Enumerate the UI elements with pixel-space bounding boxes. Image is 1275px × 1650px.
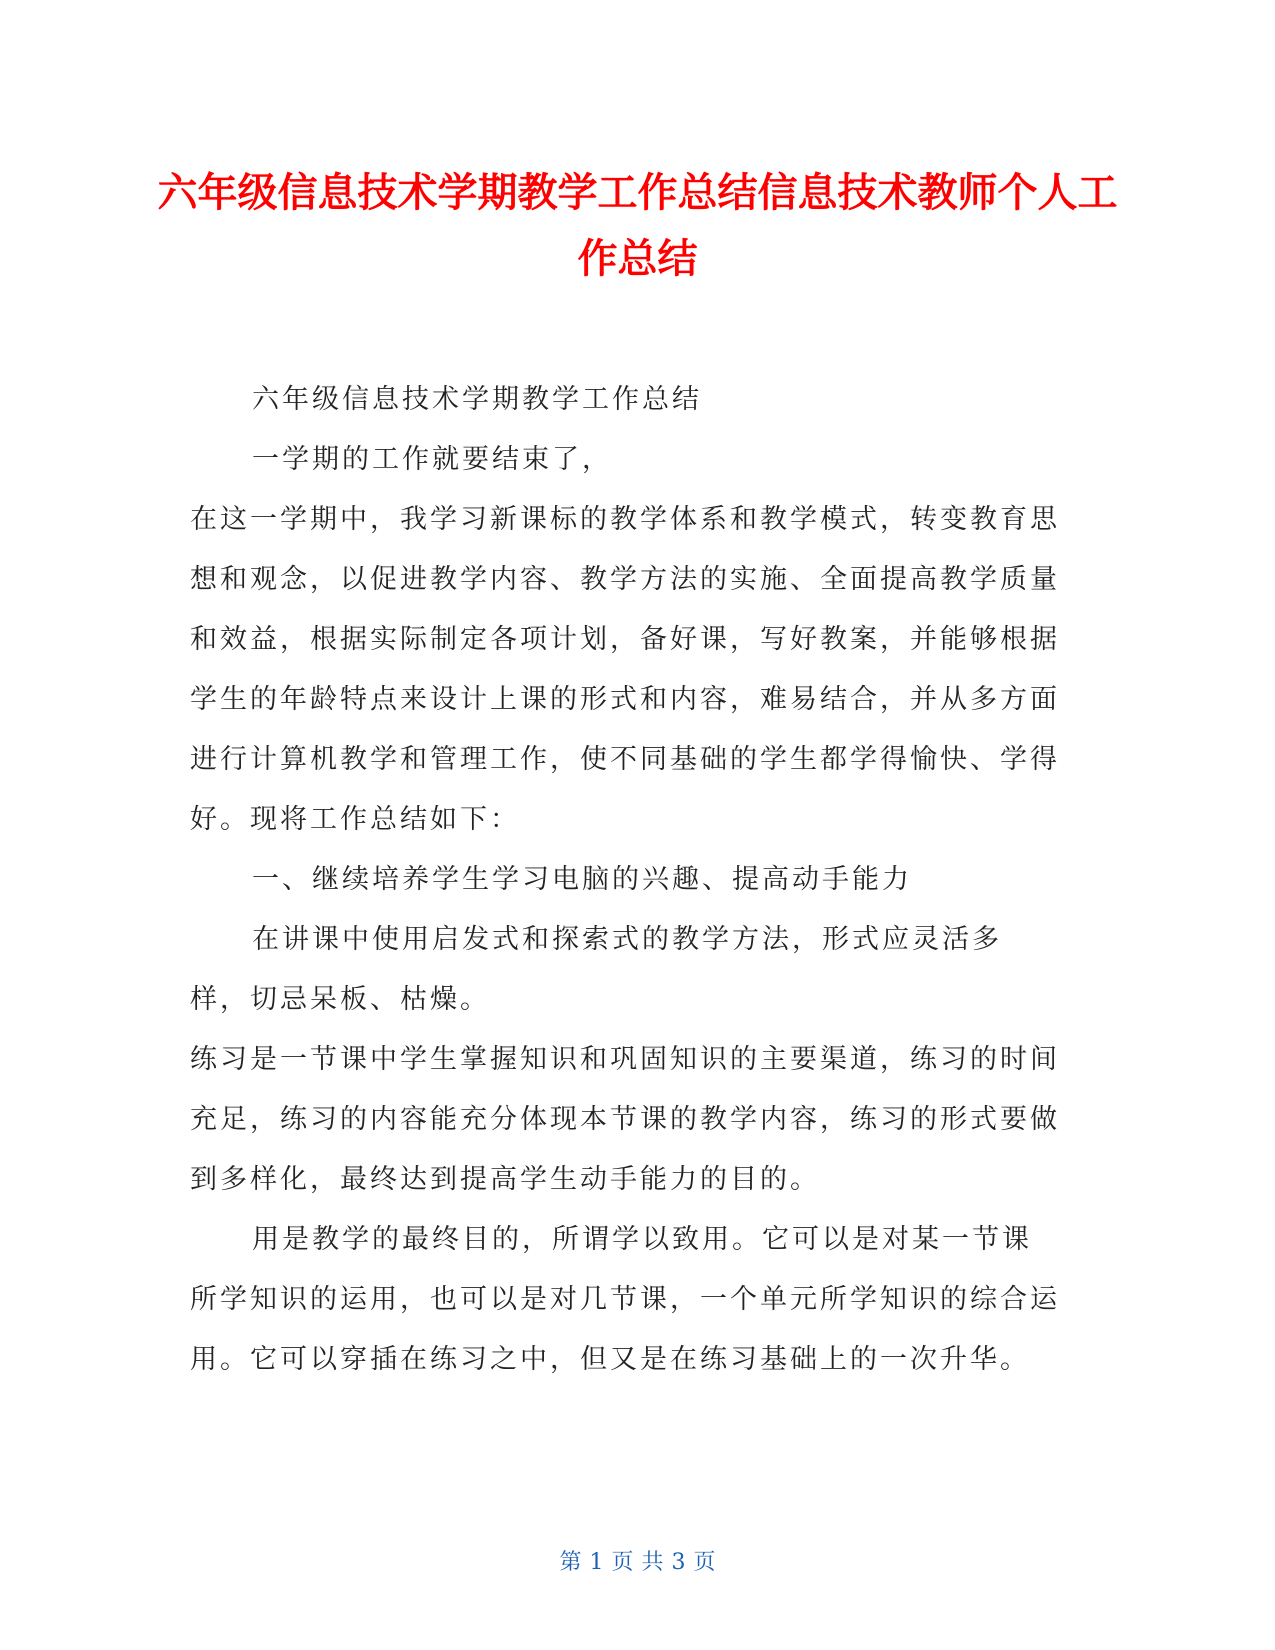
- document-body: [190, 370, 1060, 1390]
- footer-label-unit-end: 页: [693, 1550, 716, 1575]
- footer-label-unit: 页: [611, 1550, 634, 1575]
- paragraph: 在这一学期中，我学习新课标的教学体系和教学模式，转变教育思想和观念，以促进教学内容、教学方法的实施、全面提高教学质量和效益，根据实际制定各项计划，备好课，写好教案，并能够根据学生的年龄特点来设计上课的形式和内容，难易结合，并从多方面进行计算机教学和管理工作，使不同基础的学生都学得愉快、学得好。现将工作总结如下：: [190, 504, 1060, 835]
- section-heading: 一、继续培养学生学习电脑的兴趣、提高动手能力: [252, 864, 912, 895]
- paragraph-heading: 六年级信息技术学期教学工作总结: [252, 384, 702, 415]
- footer-current-page: 1: [589, 1550, 604, 1575]
- footer-label-page: 第: [559, 1550, 582, 1575]
- paragraph: 一学期的工作就要结束了，: [252, 444, 612, 475]
- footer-label-total: 共: [641, 1550, 664, 1575]
- footer-total-pages: 3: [671, 1550, 686, 1575]
- paragraph: 用是教学的最终目的，所谓学以致用。它可以是对某一节课所学知识的运用，也可以是对几节课，一个单元所学知识的综合运用。它可以穿插在练习之中，但又是在练习基础上的一次升华。: [190, 1224, 1060, 1375]
- document-title: 六年级信息技术学期教学工作总结信息技术教师个人工作总结: [157, 170, 1118, 282]
- page-number-footer: [0, 1545, 1275, 1576]
- paragraph: 在讲课中使用启发式和探索式的教学方法，形式应灵活多样，切忌呆板、枯燥。: [190, 924, 1002, 1015]
- paragraph: 练习是一节课中学生掌握知识和巩固知识的主要渠道，练习的时间充足，练习的内容能充分体现本节课的教学内容，练习的形式要做到多样化，最终达到提高学生动手能力的目的。: [190, 1044, 1060, 1195]
